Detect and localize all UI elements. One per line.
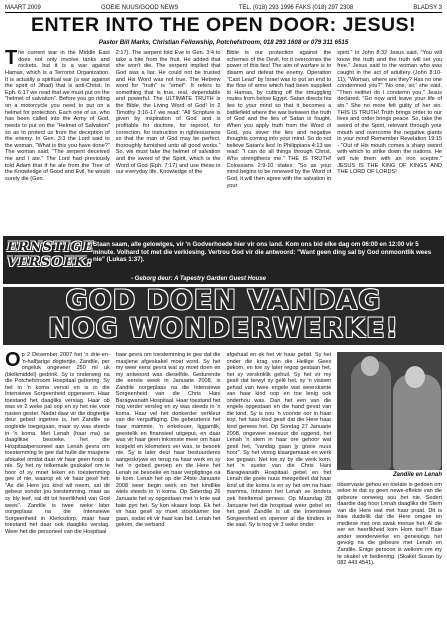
column-text: afgehaal en ek het vir haar gebid. Sy het onder die krag van die Heilige Gees gekom, en toe sy later regop gestaan het, het sy verskriklik gehuil. Sy het vir my gesê dat terwyl sy gelê het, sy 'n visioen gehad van twee engele wat weerskante van haar kind oop en toe lenig ook onderhou was. Dan het een van die engele opgestaan en die hand gevat van die kind. Sy is nou 'n voorste oor in haar kop, het haar kind gesê dat die Here haar kind genees het. Op Sondag 27 Januarie 2008, ongeveer seesuur die oggend, het Lenah 'n stem in haar ore gehoor wat gesê het, "vandag gaan jy goeie nuus hoor". Sy het vinnig klaargemaak en werk toe gegaan. Net toe sy by die werk kom, het 'n suster van die Chris Hani Baragwanath Hospitaal gebel en het Lenah die goeie nuus meegedeel dat haar kind uit die koma is en sy het om na haar mamma, Inhuisen het Lenah se kinders oek heeltemal genees. Op Maandag 28 Januarie het die hospitaal weer gebel en het gesê Zandile is uit die Intensiewe Sorgeenheid en opereer al die kinders in die saal. Sy is nog vir 3 weke onder <box>226 352 332 529</box>
column-text: Bible is our protection against the schemes of the Devil, for it overcomes the power of this lies! The aim of warfare is to disarm and defeat the enemy. Operation "Cast Lead" by Israel was to put an end to the flow of arms which had been supplied to Hamas, by cutting off the smuggling routes from below Egypt. Satan directs his lies to your mind so that it becomes a battlefield where the war between the truth of God and the lies of Satan is fought. When you apply truth from the Word of God, you sever the lies and negative thoughts coming into your mind. So do not believe Satan's lies! In Philippians 4:13 we read: "I can do all things through Christ, Who strengthens me." THE IS TRUTH! Colossians 2:9-10 states: "So as your mind begins to be renewed by the Word of God, it will then agree with the salvation in your <box>226 50 332 189</box>
photo-figure <box>351 360 391 470</box>
column-text: 2:17). The serpent told Eve in Gen. 3:4 to take a bite from the fruit. He added that she won't die. The serpent implied that God was a liar. He could not be trusted and His Word was not true. The Hebrew word for "truth" is "emet". It refers to something that is true, real, dependable and powerful. The ULTIMATE TRUTH is the Bible, the Living Word of God! In 2 Timothy 3:16-17 we read: "All Scripture is given by inspiration of God and is profitable for doctrine, for reproof, for correction, for instruction in righteousness so that the man of God may be perfect, thoroughly furnished unto all good works." So, we must take the helmet of salvation and the sword of the Spirit, which is the Word of God (Eph. 7:17) and use these in our everyday life. Knowledge of the <box>115 50 221 176</box>
article-byline: Pastor Bill Marks, Christian Fellowship, Potchefstroom, 018 293 1608 or 079 311 6515 <box>98 39 349 46</box>
page-number: BLADSY 3 <box>413 4 442 11</box>
prayer-request-banner <box>3 236 444 284</box>
column-text: observasie gehou en toelate is gedoen om seker te dat sy geen newe-effekte van die gebeure oorweeg sou het nie. Sedert daardie dag hoor Lenah daagliks die Stem van die Here wat met haar praat. Dit is baie duidelik dat die Here omgee en mediese met ons swak mense het. Al die eer en heerlikheid kom Hom toe!!! Baie ander wonderwerke en genesings het gevolg na die gebeure met Lenah en Zandile. Enige persoon is welkom om my te skakel vir bediening. (Skakel Susan by 082 443 4541). <box>337 481 442 567</box>
photo-zandile-lenah <box>337 352 442 470</box>
banner-sponsor: - Geborg deur: A Tapestry Garden Guest House <box>131 276 267 282</box>
article-title: ENTER INTO THE OPEN DOOR: JESUS! <box>30 14 417 36</box>
logo-line: VERSOEK: <box>7 255 93 270</box>
column-text: haar gevra om toestemming te gee dat die masjiene afgeskakel moet word. Sy het my weer eens gevra wat sy moet doen en my antwoord was dieselfde. Gedurende die eerste week in Januarie 2008, is Zandile oorgeplaas na die Intensiewe Sorgeenheid van die Chris Hani Baragwanath Hospitaal. Haar toestand het nog verder versleg en sy was steeds in 'n koma. Haar vel het donkerder verkleur van die verguiftiging. Die gebeurtenis het haar mammie, 'n enkelouer, liggamlik, geestelik en finansieel uitgeput, en daar was vir haar geen inkomste meer om haar kosgeld en kilometers ver was, te besoek nie. Sy is later deur haar bestuurderes aangeskrywe en terug na haar werk en sy het 'n gebed geroep en die Here het Lenah se besoeke en haar verpligtinge na te kom. Lenah het op die 24ste Januarie 2008 weer begin werk en het kindlike wiels steeds in 'n koma. Op Saterdag 26 Januarie het sy opgestaan met 'n knie wat baie pyn het. Sy kon skaars loop. Ek het vir haar gesê sy moet stoorkamer toe gaan, sodat ek vir haar kan bid. Lenah het gekom, die verband <box>115 352 221 529</box>
column-text: spirit." In John 8:32 Jesus said, "You will know the truth and the truth will set you free." Jesus said to the woman who was caught in the act of adultery (John 8:10-11), "Woman, where are they? Has no one condemned you?" 'No one, sir,' she said. "Then neither do I condemn you," Jesus declared. "Go now and leave your life of sin." She no more felt guilty of her sin. THIS IS TRUTH! Truth brings order to our lives and order brings peace. So, take the sword of the Spirit, relevant through your mouth and overcome the negative giants in your mind! Remember Revelation 19:15 - "Out of His mouth comes a sharp sword with which to strike down the nations. He will rule them with an iron sceptre." JESUS IS THE KING OF KINGS AND THE LORD OF LORDS! <box>337 50 442 176</box>
article-column-4 <box>337 50 442 234</box>
column-text: he current war in the Middle East does not only involve tanks and rockets, but it is a war against Hamas, which is a Terrorist Organization. It is actually a spiritual war (a war against the spirit of Jihad) that is anti-Christ. In Eph. 6:17 we read that we must put on the "helmet of salvation". Before you go riding on a motorcycle you need to put on a helmet for protection. Each one of us, who has been called into the Army of God, needs to put on the "Helmet of Salvation" so as to protect us from the deception of the enemy. In Gen. 3:3 the Lord said to the woman, "What is this you have done?" The woman said, "The serpent deceived me and I ate." The Lord had previously told Adam that if he ate from the Tree of the Knowledge of Good and Evil, he would surely die (Gen. <box>5 50 110 182</box>
logo-line: ERNSTIGE <box>7 240 94 255</box>
headline-line: NOG WONDERWERKE! <box>48 313 399 344</box>
story-body <box>5 352 442 637</box>
story-column-1 <box>5 352 110 637</box>
article-column-3 <box>227 50 332 234</box>
article-body <box>5 50 442 234</box>
page-header <box>5 3 442 13</box>
issue-date: MAART 2009 <box>5 4 41 11</box>
banner-logo <box>7 240 94 280</box>
story-column-4 <box>337 352 442 637</box>
headline-banner <box>3 287 444 345</box>
drop-cap: T <box>5 50 18 69</box>
article-column-2 <box>116 50 221 234</box>
drop-cap: O <box>5 352 21 371</box>
photo-caption: Zandile en Lenah <box>392 472 442 478</box>
paper-name: GOEIE NUUS/GOOD NEWS <box>101 4 179 11</box>
contact-info: TEL. (018) 293 1996 FAKS (018) 297 2308 <box>238 4 354 11</box>
column-text: p 2 Desember 2007 het 'n drie-en-'n-halfjarige dogtertjie, Zandile, per ongeluk ongeveer 250 ml uk (bleikmiddel) gedrink. Sy is onderweg na die Potchefstroom Hospitaal geboring. Sy het in 'n koma verval en is in die Intensiewe Sorgeenheid opgeneem. Haar toestand het daagliks verslag. Haar ob was vir 2 weke pal oop en sy het nie voor nasien gester. Nadat daar vir die dogtertjie deur gebed ingetree is, het Zandile se oogleide toegegaan, maar sy was steeds in 'n koma. Met Lenah (haar ma) se daaglikse besoeke, het die Hospitaalpersoneel aan Lenah gevra om toestemming te gee dat hulle die masjiene afskakel omdat daar vir haar geen hoop is nie. Sy het ny telkemale geskakel om te hoor of sy moet teken en toestemming gee of nie, waarop ek vir haar gesê het: "As die Here jou kind wil neem, sal dit gebeur sonder jou toestemming, maar as sy bly leef, sal dit tot heerlikheid van God wees". Zandile is twee weke later oorgeplaas na die Intensiewe Sorgeenheid in Klerksdorp, maar haar toestand het daar ook daagliks verslag. Weer het die personeel van die Hospitaal <box>5 352 110 535</box>
headline-line: GOD DOEN VANDAG <box>65 285 382 316</box>
photo-figure <box>393 374 441 470</box>
banner-text: Staan saam, alle gelowiges, vir 'n Godverhoede hier vir ons land. Kom ons bid elke dag om 06:00 en 12:00 vir 5 minute. Volhard tot met die verkiesing. Vertrou God vir die antwoord: "Want geen ding sal by God onmoontlik wees nie" (Lukas 1:37). <box>93 241 432 263</box>
story-column-2 <box>116 352 221 637</box>
article-column-1 <box>5 50 110 234</box>
story-column-3 <box>227 352 332 637</box>
